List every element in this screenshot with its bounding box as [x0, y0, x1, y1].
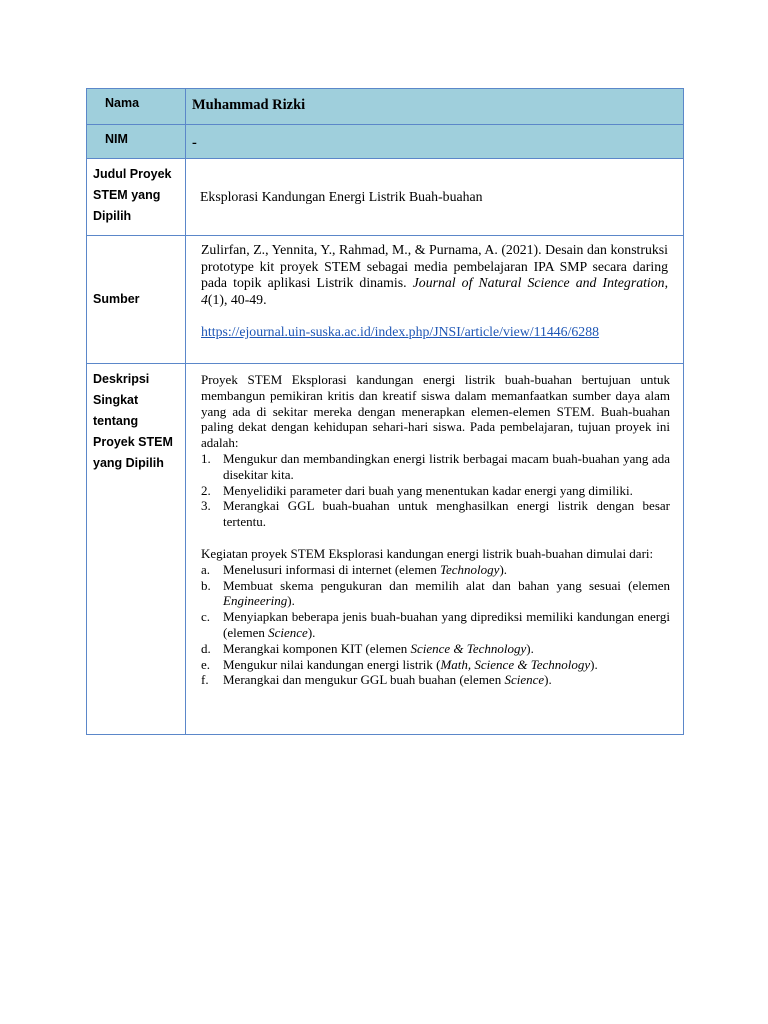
judul-value-cell: [186, 159, 684, 236]
deskripsi-label-cell: [87, 364, 186, 735]
tujuan-item: [201, 498, 670, 530]
kegiatan-text: [223, 657, 670, 673]
kegiatan-item: [201, 657, 670, 673]
kegiatan-marker: d.: [201, 640, 211, 656]
kegiatan-text-post: ).: [526, 640, 534, 656]
sumber-link[interactable]: https://ejournal.uin-suska.ac.id/index.php/JNSI/article/view/11446/6288: [201, 324, 600, 339]
sumber-text: Zulirfan, Z., Yennita, Y., Rahmad, M., & Purnama, A. (2021). Desain dan konstruksi prototype kit proyek STEM sebagai media pembelajaran IPA SMP secara daring pada topik aplikasi Listrik dinamis.: [201, 242, 668, 290]
nim-value: -: [192, 135, 197, 151]
sumber-issue: (1), 40-49.: [207, 291, 267, 307]
kegiatan-text-element: Science & Technology: [410, 640, 527, 656]
deskripsi-label: Deskripsi Singkat tentang Proyek STEM yang Dipilih: [93, 372, 173, 470]
sumber-label-cell: [87, 236, 186, 364]
nama-label: Nama: [105, 96, 140, 110]
sumber-label: Sumber: [93, 292, 140, 306]
nama-label-cell: [87, 89, 186, 125]
kegiatan-text-post: ).: [590, 656, 598, 672]
kegiatan-marker: c.: [201, 609, 211, 625]
sumber-citation: Zulirfan, Z., Yennita, Y., Rahmad, M., & Purnama, A. (2021). Desain dan konstruksi prototype kit proyek STEM sebagai media pembelajaran IPA SMP secara daring pada topik aplikasi Listrik dinamis. Journal of Natural Science and Integration, 4(1), 40-49. https://ejournal.uin-suska.ac.id/index.php/JNSI/article/view/11446/6288: [201, 242, 669, 339]
project-form-table: [86, 88, 684, 735]
nama-value: Muhammad Rizki: [192, 97, 306, 113]
tujuan-item: [201, 483, 670, 499]
tujuan-item: [201, 451, 670, 483]
kegiatan-text-element: Science: [504, 672, 545, 688]
nim-label: NIM: [105, 132, 128, 146]
judul-value: Eksplorasi Kandungan Energi Listrik Buah-buahan: [200, 189, 483, 204]
kegiatan-item: [201, 609, 670, 641]
nim-label-cell: [87, 125, 186, 159]
kegiatan-item: [201, 578, 670, 610]
kegiatan-text-pre: Merangkai dan mengukur GGL buah buahan (elemen: [223, 672, 505, 688]
sumber-volume: 4: [201, 291, 208, 307]
kegiatan-text-pre: Membuat skema pengukuran dan memilih alat dan bahan yang sesuai (elemen: [223, 577, 670, 593]
row-judul: [87, 159, 684, 236]
kegiatan-text-post: ).: [544, 672, 552, 688]
kegiatan-text-post: ).: [287, 593, 295, 609]
kegiatan-text: [223, 672, 670, 688]
kegiatan-text-element: Engineering: [223, 593, 288, 609]
judul-label: Judul Proyek STEM yang Dipilih: [93, 167, 172, 223]
kegiatan-item: [201, 641, 670, 657]
kegiatan-marker: b.: [201, 577, 211, 593]
kegiatan-text-element: Science: [268, 624, 308, 640]
kegiatan-text-element: Technology: [439, 561, 500, 577]
tujuan-marker: 3.: [201, 498, 211, 514]
nama-value-cell: [186, 89, 684, 125]
judul-label-cell: [87, 159, 186, 236]
sumber-journal: Journal of Natural Science and Integration: [412, 275, 665, 290]
tujuan-text: Merangkai GGL buah-buahan untuk menghasilkan energi listrik dengan besar tertentu.: [223, 498, 670, 530]
kegiatan-text-post: ).: [499, 561, 508, 577]
kegiatan-text: [223, 562, 670, 578]
row-nama: [87, 89, 684, 125]
tujuan-list: [201, 451, 670, 530]
deskripsi-body: [186, 364, 683, 688]
row-sumber: [87, 236, 684, 364]
kegiatan-text: [223, 641, 670, 657]
kegiatan-text: [223, 609, 670, 641]
deskripsi-value-cell: [186, 364, 684, 735]
kegiatan-marker: e.: [201, 656, 211, 672]
kegiatan-item: [201, 562, 670, 578]
deskripsi-intro: Proyek STEM Eksplorasi kandungan energi listrik buah-buahan bertujuan untuk membangun pemikiran kritis dan kreatif siswa dalam memanfaatkan sumber daya alam yang ada di sekitar mereka dengan menerapkan elemen-elemen STEM. Buah-buahan paling dekat dengan kehidupan sehari-hari siswa. Pada pembelajaran, tujuan proyek ini adalah:: [201, 372, 670, 451]
tujuan-text: Mengukur dan membandingkan energi listrik berbagai macam buah-buahan yang ada disekitar kita.: [223, 450, 670, 482]
kegiatan-text-pre: Menyiapkan beberapa jenis buah-buahan yang diprediksi memiliki kandungan energi (elemen: [223, 609, 670, 640]
kegiatan-item: [201, 672, 670, 688]
kegiatan-text-pre: Menelusuri informasi di internet (elemen: [223, 561, 440, 577]
row-nim: [87, 125, 684, 159]
tujuan-marker: 2.: [201, 482, 211, 498]
kegiatan-marker: a.: [201, 561, 211, 577]
kegiatan-text-element: Math, Science & Technology: [440, 656, 591, 672]
tujuan-text: Menyelidiki parameter dari buah yang menentukan kadar energi yang dimiliki.: [223, 482, 633, 498]
kegiatan-list: [201, 562, 670, 688]
kegiatan-marker: f.: [201, 672, 209, 688]
kegiatan-text-post: ).: [307, 624, 316, 640]
tujuan-marker: 1.: [201, 450, 211, 466]
kegiatan-text: [223, 578, 670, 610]
kegiatan-intro: Kegiatan proyek STEM Eksplorasi kandungan energi listrik buah-buahan dimulai dari:: [201, 545, 654, 561]
kegiatan-text-pre: Mengukur nilai kandungan energi listrik (: [223, 656, 441, 672]
kegiatan-text-pre: Merangkai komponen KIT (elemen: [223, 640, 411, 656]
sumber-value-cell: [186, 236, 684, 364]
row-deskripsi: [87, 364, 684, 735]
nim-value-cell: [186, 125, 684, 159]
